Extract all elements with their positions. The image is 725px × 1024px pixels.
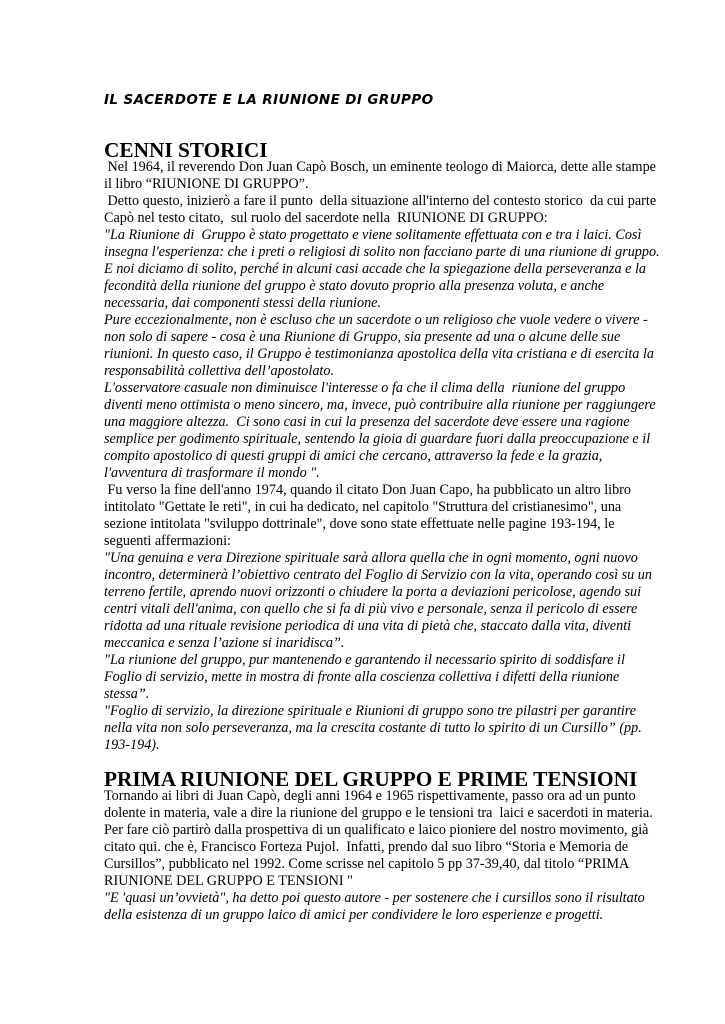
paragraph: Detto questo, inizierò a fare il punto della situazione all'interno del contesto storico da cui parte Capò nel testo citato, sul ruolo del sacerdote nella RIUNIONE DI GRUPPO: (104, 193, 660, 226)
quote-paragraph: "E 'quasi un’ovvietà", ha detto poi questo autore - per sostenere che i cursillos sono il risultato della esistenza di un gruppo laico di amici per condividere le loro esperienze e progetti. (104, 890, 649, 923)
document-page (104, 90, 664, 924)
section-heading: PRIMA RIUNIONE DEL GRUPPO E PRIME TENSIONI (104, 767, 638, 791)
paragraph: Nel 1964, il reverendo Don Juan Capò Bosch, un eminente teologo di Maiorca, dette alle stampe il libro “RIUNIONE DI GRUPPO”. (104, 159, 660, 192)
section-heading: CENNI STORICI (104, 138, 268, 162)
quote-paragraph: "Foglio di servizio, la direzione spirituale e Riunioni di gruppo sono tre pilastri per garantire nella vita non solo perseveranza, ma la crescita costante di tutto lo spirito di un Cursillo” (pp. 193-194). (104, 703, 646, 753)
quote-paragraph: "La Riunione di Gruppo è stato progettato e viene solitamente effettuata con e tra i laici. Così insegna l'esperienza: che i preti o religiosi di solito non facciano parte di una riunione di gruppo. (104, 227, 660, 260)
section-first-meeting (104, 767, 664, 924)
paragraph: Fu verso la fine dell'anno 1974, quando il citato Don Juan Capo, ha pubblicato un altro libro intitolato "Gettate le reti", in cui ha dedicato, nel capitolo "Struttura del cristianesimo", una sezione intitolata "sviluppo dottrinale", dove sono state effettuate nelle pagine 193-194, le seguenti affermazioni: (104, 482, 635, 549)
quote-paragraph: "La riunione del gruppo, pur mantenendo e garantendo il necessario spirito di soddisfare il Foglio di servizio, mette in mostra di fronte alla coscienza collettiva i difetti della riunione stessa”. (104, 652, 629, 702)
paragraph: Tornando ai libri di Juan Capò, degli anni 1964 e 1965 rispettivamente, passo ora ad un punto dolente in materia, vale a dire la riunione del gruppo e le tensioni tra laici e sacerdoti in materia. Per fare ciò partirò dalla prospettiva di un qualificato e laico pioniere del nostro movimento, già citato qui. che è, Francisco Forteza Pujol. Infatti, prendo dal suo libro “Storia e Memoria de Cursillos”, pubblicato nel 1992. Come scrisse nel capitolo 5 pp 37-39,40, dal titolo “PRIMA RIUNIONE DEL GRUPPO E TENSIONI " (104, 788, 657, 889)
quote-paragraph: "Una genuina e vera Direzione spirituale sarà allora quella che in ogni momento, ogni nuovo incontro, determinerà l’obiettivo centrato del Foglio di Servizio con la vita, operando così su un terreno fertile, aprendo nuovi orizzonti o chiudere la porta a deviazioni pericolose, agendo sui centri vitali dell'anima, con quello che si fa di più vivo e personale, senza il pericolo di essere ridotta ad una rituale revisione periodica di una vita di pietà che, staccato dalla vita, diventi meccanica e senza l’azione si inaridisca”. (104, 550, 656, 651)
quote-paragraph: Pure eccezionalmente, non è escluso che un sacerdote o un religioso che vuole vedere o vivere - non solo di sapere - cosa è una Riunione di Gruppo, sia presente ad una o alcune delle sue riunioni. In questo caso, il Gruppo è testimonianza apostolica della vita cristiana e di esercita la responsabilità collettiva dell’apostolato. (104, 312, 658, 379)
quote-paragraph: E noi diciamo di solito, perché in alcuni casi accade che la spiegazione della perseveranza e la fecondità della riunione del gruppo è stato dovuto proprio alla presenza voluta, e anche necessaria, dai componenti stessi della riunione. (104, 261, 650, 311)
quote-paragraph: L'osservatore casuale non diminuisce l'interesse o fa che il clima della riunione del gruppo diventi meno ottimista o meno sincero, ma, invece, può contribuire alla riunione per raggiungere una maggiore altezza. Ci sono casi in cui la presenza del sacerdote deve essere una ragione semplice per godimento spirituale, sentendo la gioia di guardare fuori dalla preoccupazione e il compito apostolico di questi gruppi di amici che cercano, attraverso la fede e la grazia, l'avventura di trasformare il mondo ". (104, 380, 660, 481)
document-title: IL SACERDOTE E LA RIUNIONE DI GRUPPO (104, 92, 434, 108)
section-historical-notes (104, 138, 664, 754)
